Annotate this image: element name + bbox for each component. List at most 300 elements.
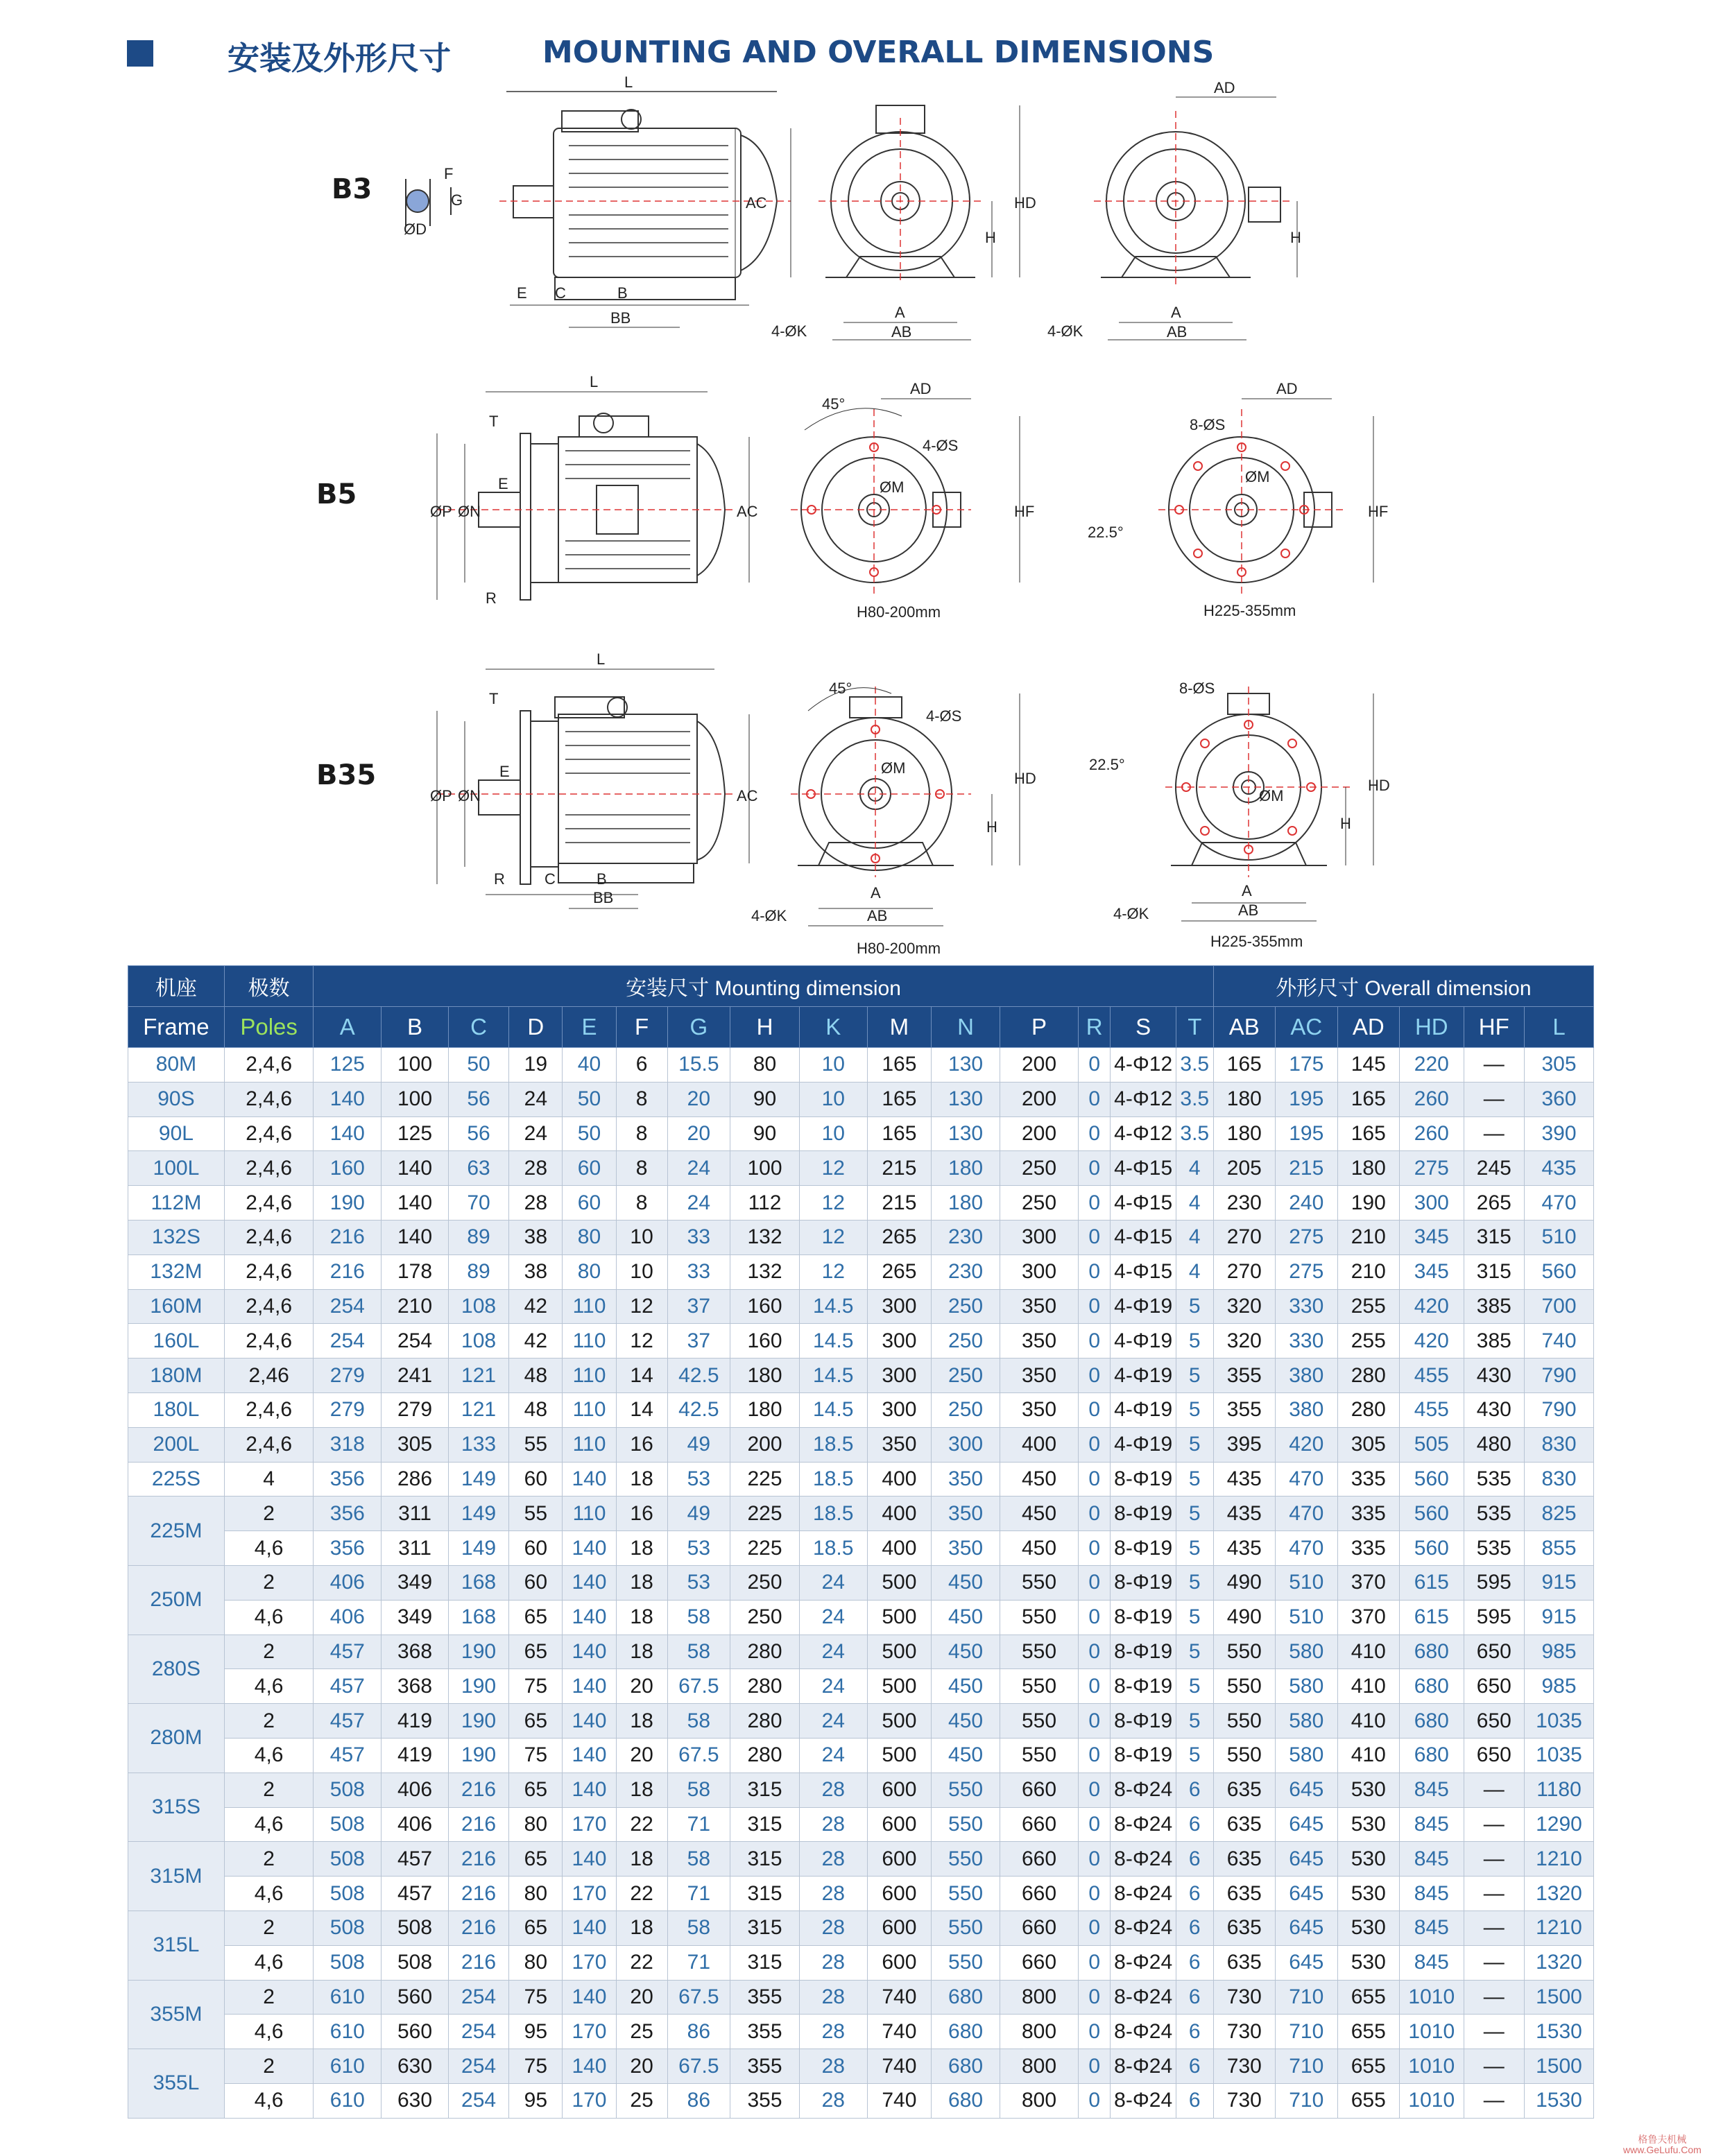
value-cell: 230 [1213, 1186, 1275, 1221]
value-cell: 315 [730, 1807, 800, 1842]
value-cell: 800 [1000, 2015, 1078, 2049]
value-cell: 63 [448, 1151, 508, 1186]
table-row [128, 1427, 1594, 1462]
value-cell: 730 [1213, 2015, 1275, 2049]
value-cell: 435 [1525, 1151, 1594, 1186]
value-cell: 140 [563, 1980, 616, 2015]
watermark-zh: 格鲁夫机械 [1638, 2134, 1687, 2145]
frame-cell: 280S [128, 1635, 225, 1704]
value-cell: 650 [1464, 1738, 1524, 1773]
value-cell: 1010 [1400, 2083, 1464, 2118]
value-cell: 215 [867, 1151, 932, 1186]
value-cell: 710 [1276, 2083, 1337, 2118]
svg-text:H: H [985, 229, 996, 246]
value-cell: 400 [1000, 1427, 1078, 1462]
value-cell: 350 [932, 1462, 1000, 1497]
value-cell: 28 [799, 1980, 867, 2015]
col-header: E [563, 1007, 616, 1048]
value-cell: 86 [667, 2083, 730, 2118]
value-cell: 65 [509, 1842, 563, 1877]
col-header: M [867, 1007, 932, 1048]
value-cell: 315 [1464, 1254, 1524, 1289]
value-cell: 450 [1000, 1462, 1078, 1497]
value-cell: 12 [799, 1151, 867, 1186]
value-cell: 470 [1276, 1497, 1337, 1531]
value-cell: 80 [730, 1048, 800, 1083]
value-cell: — [1464, 1842, 1524, 1877]
value-cell: 58 [667, 1600, 730, 1635]
value-cell: 615 [1400, 1565, 1464, 1600]
value-cell: 1320 [1525, 1877, 1594, 1911]
value-cell: 550 [1213, 1669, 1275, 1704]
value-cell: 100 [382, 1048, 449, 1083]
value-cell: 410 [1337, 1738, 1399, 1773]
svg-text:T: T [489, 690, 499, 707]
value-cell: 1180 [1525, 1773, 1594, 1807]
svg-text:R: R [486, 589, 497, 607]
value-cell: 650 [1464, 1704, 1524, 1739]
value-cell: 410 [1337, 1704, 1399, 1739]
value-cell: 655 [1337, 2015, 1399, 2049]
value-cell: 457 [314, 1635, 382, 1669]
value-cell: 435 [1213, 1531, 1275, 1566]
svg-text:F: F [444, 165, 454, 182]
value-cell: 140 [563, 1669, 616, 1704]
svg-text:BB: BB [610, 309, 631, 327]
value-cell: 0 [1079, 1807, 1111, 1842]
value-cell: 20 [616, 1738, 667, 1773]
value-cell: 140 [563, 1842, 616, 1877]
value-cell: — [1464, 1911, 1524, 1945]
value-cell: 395 [1213, 1427, 1275, 1462]
svg-text:E: E [499, 763, 510, 780]
value-cell: 550 [1213, 1635, 1275, 1669]
value-cell: 37 [667, 1289, 730, 1324]
value-cell: 300 [1400, 1186, 1464, 1221]
col-header: N [932, 1007, 1000, 1048]
value-cell: 100 [730, 1151, 800, 1186]
b35-caption-left: H80-200mm [857, 940, 941, 957]
value-cell: 22 [616, 1807, 667, 1842]
value-cell: 50 [563, 1082, 616, 1116]
value-cell: 12 [799, 1254, 867, 1289]
value-cell: 18.5 [799, 1427, 867, 1462]
value-cell: 20 [616, 2049, 667, 2084]
value-cell: — [1464, 2015, 1524, 2049]
value-cell: 5 [1176, 1600, 1213, 1635]
value-cell: 356 [314, 1462, 382, 1497]
value-cell: 3.5 [1176, 1048, 1213, 1083]
table-row [128, 1220, 1594, 1254]
value-cell: 145 [1337, 1048, 1399, 1083]
value-cell: 730 [1213, 2083, 1275, 2118]
value-cell: 560 [1400, 1531, 1464, 1566]
value-cell: 800 [1000, 2083, 1078, 2118]
value-cell: 275 [1276, 1220, 1337, 1254]
value-cell: 10 [799, 1048, 867, 1083]
poles-cell: 2 [224, 1842, 314, 1877]
value-cell: 220 [1400, 1048, 1464, 1083]
value-cell: 20 [667, 1116, 730, 1151]
value-cell: 58 [667, 1635, 730, 1669]
value-cell: 4-Φ15 [1111, 1151, 1176, 1186]
value-cell: 49 [667, 1427, 730, 1462]
value-cell: 650 [1464, 1669, 1524, 1704]
mounting-group-header: 安装尺寸 Mounting dimension [314, 966, 1213, 1007]
value-cell: 6 [1176, 1877, 1213, 1911]
value-cell: 0 [1079, 1048, 1111, 1083]
value-cell: — [1464, 1048, 1524, 1083]
value-cell: 305 [1525, 1048, 1594, 1083]
poles-cell: 2,4,6 [224, 1220, 314, 1254]
col-header: AC [1276, 1007, 1337, 1048]
col-header: L [1525, 1007, 1594, 1048]
svg-text:4-ØK: 4-ØK [1047, 322, 1083, 340]
value-cell: 10 [616, 1254, 667, 1289]
frame-header-zh: 机座 [128, 966, 225, 1007]
value-cell: 275 [1400, 1151, 1464, 1186]
svg-text:4-ØK: 4-ØK [751, 907, 787, 924]
value-cell: 1530 [1525, 2083, 1594, 2118]
value-cell: 8 [616, 1186, 667, 1221]
value-cell: 180 [1213, 1082, 1275, 1116]
value-cell: 315 [730, 1773, 800, 1807]
drawing-label-b5: B5 [316, 478, 357, 510]
value-cell: 550 [1213, 1704, 1275, 1739]
value-cell: 25 [616, 2015, 667, 2049]
value-cell: 300 [1000, 1220, 1078, 1254]
value-cell: 0 [1079, 1116, 1111, 1151]
value-cell: 0 [1079, 1151, 1111, 1186]
value-cell: 12 [799, 1220, 867, 1254]
value-cell: 279 [382, 1392, 449, 1427]
watermark [1623, 2135, 1702, 2155]
value-cell: 610 [314, 1980, 382, 2015]
value-cell: 58 [667, 1704, 730, 1739]
value-cell: 311 [382, 1497, 449, 1531]
frame-cell: 90S [128, 1082, 225, 1116]
svg-text:HF: HF [1368, 503, 1389, 520]
value-cell: 400 [867, 1462, 932, 1497]
svg-text:AB: AB [891, 323, 912, 340]
poles-cell: 4,6 [224, 1738, 314, 1773]
value-cell: 8-Φ24 [1111, 1842, 1176, 1877]
svg-text:AD: AD [1214, 79, 1235, 96]
value-cell: 8-Φ19 [1111, 1531, 1176, 1566]
svg-text:L: L [597, 650, 606, 668]
value-cell: 8-Φ19 [1111, 1497, 1176, 1531]
b5-caption-right: H225-355mm [1203, 602, 1296, 619]
value-cell: 1500 [1525, 2049, 1594, 2084]
value-cell: 12 [616, 1289, 667, 1324]
value-cell: 450 [932, 1565, 1000, 1600]
value-cell: 160 [730, 1289, 800, 1324]
value-cell: 420 [1276, 1427, 1337, 1462]
value-cell: 200 [730, 1427, 800, 1462]
value-cell: 6 [1176, 1911, 1213, 1945]
col-header: F [616, 1007, 667, 1048]
value-cell: 121 [448, 1359, 508, 1393]
value-cell: 330 [1276, 1289, 1337, 1324]
svg-text:T: T [489, 413, 499, 430]
col-header: B [382, 1007, 449, 1048]
value-cell: 140 [563, 1773, 616, 1807]
drawing-label-b3: B3 [332, 173, 372, 205]
value-cell: 80 [563, 1220, 616, 1254]
frame-cell: 180M [128, 1359, 225, 1393]
table-row [128, 1531, 1594, 1566]
value-cell: 505 [1400, 1427, 1464, 1462]
value-cell: 510 [1276, 1565, 1337, 1600]
table-row [128, 1324, 1594, 1359]
svg-text:AC: AC [746, 194, 767, 212]
value-cell: 140 [563, 1531, 616, 1566]
table-row [128, 1635, 1594, 1669]
value-cell: 0 [1079, 1082, 1111, 1116]
value-cell: 250 [1000, 1151, 1078, 1186]
value-cell: 89 [448, 1220, 508, 1254]
value-cell: 335 [1337, 1531, 1399, 1566]
value-cell: 510 [1276, 1600, 1337, 1635]
svg-text:AB: AB [867, 907, 888, 924]
value-cell: 0 [1079, 1324, 1111, 1359]
value-cell: 345 [1400, 1254, 1464, 1289]
value-cell: 825 [1525, 1497, 1594, 1531]
poles-cell: 2,4,6 [224, 1186, 314, 1221]
frame-cell: 180L [128, 1392, 225, 1427]
value-cell: 419 [382, 1738, 449, 1773]
col-header: T [1176, 1007, 1213, 1048]
value-cell: — [1464, 1807, 1524, 1842]
value-cell: 435 [1213, 1462, 1275, 1497]
value-cell: 178 [382, 1254, 449, 1289]
table-row [128, 1773, 1594, 1807]
value-cell: 50 [448, 1048, 508, 1083]
overall-group-header: 外形尺寸 Overall dimension [1213, 966, 1593, 1007]
value-cell: 3.5 [1176, 1116, 1213, 1151]
value-cell: 180 [730, 1359, 800, 1393]
svg-text:ØM: ØM [881, 759, 906, 777]
value-cell: 65 [509, 1773, 563, 1807]
col-header: AB [1213, 1007, 1275, 1048]
b5-drawings [0, 368, 1714, 645]
value-cell: 140 [563, 1911, 616, 1945]
col-header: AD [1337, 1007, 1399, 1048]
value-cell: 530 [1337, 1877, 1399, 1911]
value-cell: 500 [867, 1635, 932, 1669]
value-cell: 42 [509, 1324, 563, 1359]
value-cell: 254 [448, 1980, 508, 2015]
value-cell: 0 [1079, 1877, 1111, 1911]
value-cell: 790 [1525, 1392, 1594, 1427]
value-cell: 12 [799, 1186, 867, 1221]
value-cell: 4-Φ19 [1111, 1289, 1176, 1324]
value-cell: 215 [1276, 1151, 1337, 1186]
value-cell: 89 [448, 1254, 508, 1289]
value-cell: 10 [616, 1220, 667, 1254]
value-cell: 42.5 [667, 1392, 730, 1427]
value-cell: 508 [314, 1773, 382, 1807]
value-cell: 279 [314, 1392, 382, 1427]
value-cell: 4 [1176, 1151, 1213, 1186]
value-cell: 58 [667, 1842, 730, 1877]
table-row [128, 1048, 1594, 1083]
value-cell: 8-Φ19 [1111, 1600, 1176, 1635]
value-cell: 130 [932, 1048, 1000, 1083]
value-cell: 18 [616, 1635, 667, 1669]
value-cell: 50 [563, 1116, 616, 1151]
value-cell: 60 [509, 1565, 563, 1600]
frame-cell: 132S [128, 1220, 225, 1254]
poles-header-zh: 极数 [224, 966, 314, 1007]
value-cell: 280 [730, 1704, 800, 1739]
svg-text:45°: 45° [829, 680, 852, 697]
value-cell: 250 [730, 1565, 800, 1600]
value-cell: 655 [1337, 2049, 1399, 2084]
value-cell: 190 [1337, 1186, 1399, 1221]
value-cell: 315 [730, 1911, 800, 1945]
value-cell: 5 [1176, 1462, 1213, 1497]
value-cell: 4 [1176, 1186, 1213, 1221]
value-cell: 635 [1213, 1807, 1275, 1842]
value-cell: 740 [867, 2083, 932, 2118]
value-cell: 680 [932, 2015, 1000, 2049]
value-cell: 130 [932, 1082, 1000, 1116]
value-cell: 140 [382, 1186, 449, 1221]
value-cell: 5 [1176, 1427, 1213, 1462]
value-cell: 175 [1276, 1048, 1337, 1083]
value-cell: 265 [1464, 1186, 1524, 1221]
value-cell: 315 [730, 1945, 800, 1980]
value-cell: 195 [1276, 1116, 1337, 1151]
table-header-row-1 [128, 966, 1594, 1007]
value-cell: 19 [509, 1048, 563, 1083]
poles-cell: 2 [224, 1704, 314, 1739]
svg-text:AD: AD [1276, 380, 1298, 397]
value-cell: 355 [730, 2049, 800, 2084]
value-cell: 530 [1337, 1773, 1399, 1807]
svg-text:ØM: ØM [1245, 468, 1270, 485]
value-cell: 510 [1525, 1220, 1594, 1254]
value-cell: 216 [448, 1807, 508, 1842]
value-cell: 210 [1337, 1254, 1399, 1289]
value-cell: 0 [1079, 1669, 1111, 1704]
table-row [128, 1807, 1594, 1842]
value-cell: 6 [616, 1048, 667, 1083]
table-body [128, 1048, 1594, 2119]
value-cell: 560 [382, 1980, 449, 2015]
value-cell: 985 [1525, 1635, 1594, 1669]
svg-text:H: H [1340, 815, 1351, 832]
value-cell: 8-Φ24 [1111, 1773, 1176, 1807]
value-cell: 855 [1525, 1531, 1594, 1566]
value-cell: 1500 [1525, 1980, 1594, 2015]
value-cell: 18 [616, 1600, 667, 1635]
value-cell: 457 [314, 1704, 382, 1739]
svg-text:ØD: ØD [404, 221, 427, 238]
value-cell: 250 [932, 1289, 1000, 1324]
value-cell: 195 [1276, 1082, 1337, 1116]
header [0, 0, 1714, 76]
value-cell: 67.5 [667, 1669, 730, 1704]
value-cell: 550 [1000, 1669, 1078, 1704]
value-cell: 250 [932, 1392, 1000, 1427]
value-cell: 270 [1213, 1254, 1275, 1289]
value-cell: 49 [667, 1497, 730, 1531]
value-cell: 356 [314, 1497, 382, 1531]
value-cell: 14.5 [799, 1392, 867, 1427]
value-cell: 24 [667, 1186, 730, 1221]
b35-flange [520, 711, 531, 884]
value-cell: 457 [382, 1877, 449, 1911]
svg-text:HD: HD [1368, 777, 1390, 794]
poles-cell: 2 [224, 2049, 314, 2084]
value-cell: 645 [1276, 1807, 1337, 1842]
value-cell: 132 [730, 1220, 800, 1254]
value-cell: 18.5 [799, 1462, 867, 1497]
value-cell: 280 [730, 1635, 800, 1669]
value-cell: 5 [1176, 1392, 1213, 1427]
value-cell: 0 [1079, 1289, 1111, 1324]
svg-text:C: C [555, 284, 566, 302]
value-cell: 12 [616, 1324, 667, 1359]
value-cell: 610 [314, 2049, 382, 2084]
table-row [128, 1289, 1594, 1324]
value-cell: 0 [1079, 1497, 1111, 1531]
value-cell: 230 [932, 1220, 1000, 1254]
value-cell: 645 [1276, 1945, 1337, 1980]
value-cell: 60 [563, 1186, 616, 1221]
value-cell: 0 [1079, 2049, 1111, 2084]
value-cell: 75 [509, 2049, 563, 2084]
value-cell: 132 [730, 1254, 800, 1289]
value-cell: 165 [1337, 1116, 1399, 1151]
svg-text:8-ØS: 8-ØS [1190, 416, 1226, 433]
value-cell: 75 [509, 1738, 563, 1773]
value-cell: 200 [1000, 1082, 1078, 1116]
value-cell: 6 [1176, 2083, 1213, 2118]
value-cell: 560 [1525, 1254, 1594, 1289]
value-cell: 18 [616, 1911, 667, 1945]
value-cell: 8-Φ24 [1111, 2015, 1176, 2049]
value-cell: 250 [932, 1324, 1000, 1359]
value-cell: 22 [616, 1945, 667, 1980]
value-cell: 580 [1276, 1704, 1337, 1739]
value-cell: 24 [799, 1600, 867, 1635]
value-cell: 0 [1079, 1392, 1111, 1427]
value-cell: 65 [509, 1635, 563, 1669]
value-cell: 370 [1337, 1600, 1399, 1635]
value-cell: 845 [1400, 1773, 1464, 1807]
value-cell: 110 [563, 1289, 616, 1324]
value-cell: 645 [1276, 1842, 1337, 1877]
value-cell: 14 [616, 1392, 667, 1427]
value-cell: 600 [867, 1842, 932, 1877]
value-cell: 90 [730, 1116, 800, 1151]
value-cell: 360 [1525, 1082, 1594, 1116]
value-cell: 280 [730, 1669, 800, 1704]
value-cell: 4-Φ19 [1111, 1359, 1176, 1393]
value-cell: 645 [1276, 1773, 1337, 1807]
value-cell: 0 [1079, 2083, 1111, 2118]
value-cell: 660 [1000, 1842, 1078, 1877]
value-cell: 165 [867, 1048, 932, 1083]
value-cell: 265 [867, 1220, 932, 1254]
svg-text:A: A [1171, 304, 1181, 321]
col-header: C [448, 1007, 508, 1048]
dimension-table [128, 965, 1594, 2119]
svg-text:E: E [517, 284, 527, 302]
